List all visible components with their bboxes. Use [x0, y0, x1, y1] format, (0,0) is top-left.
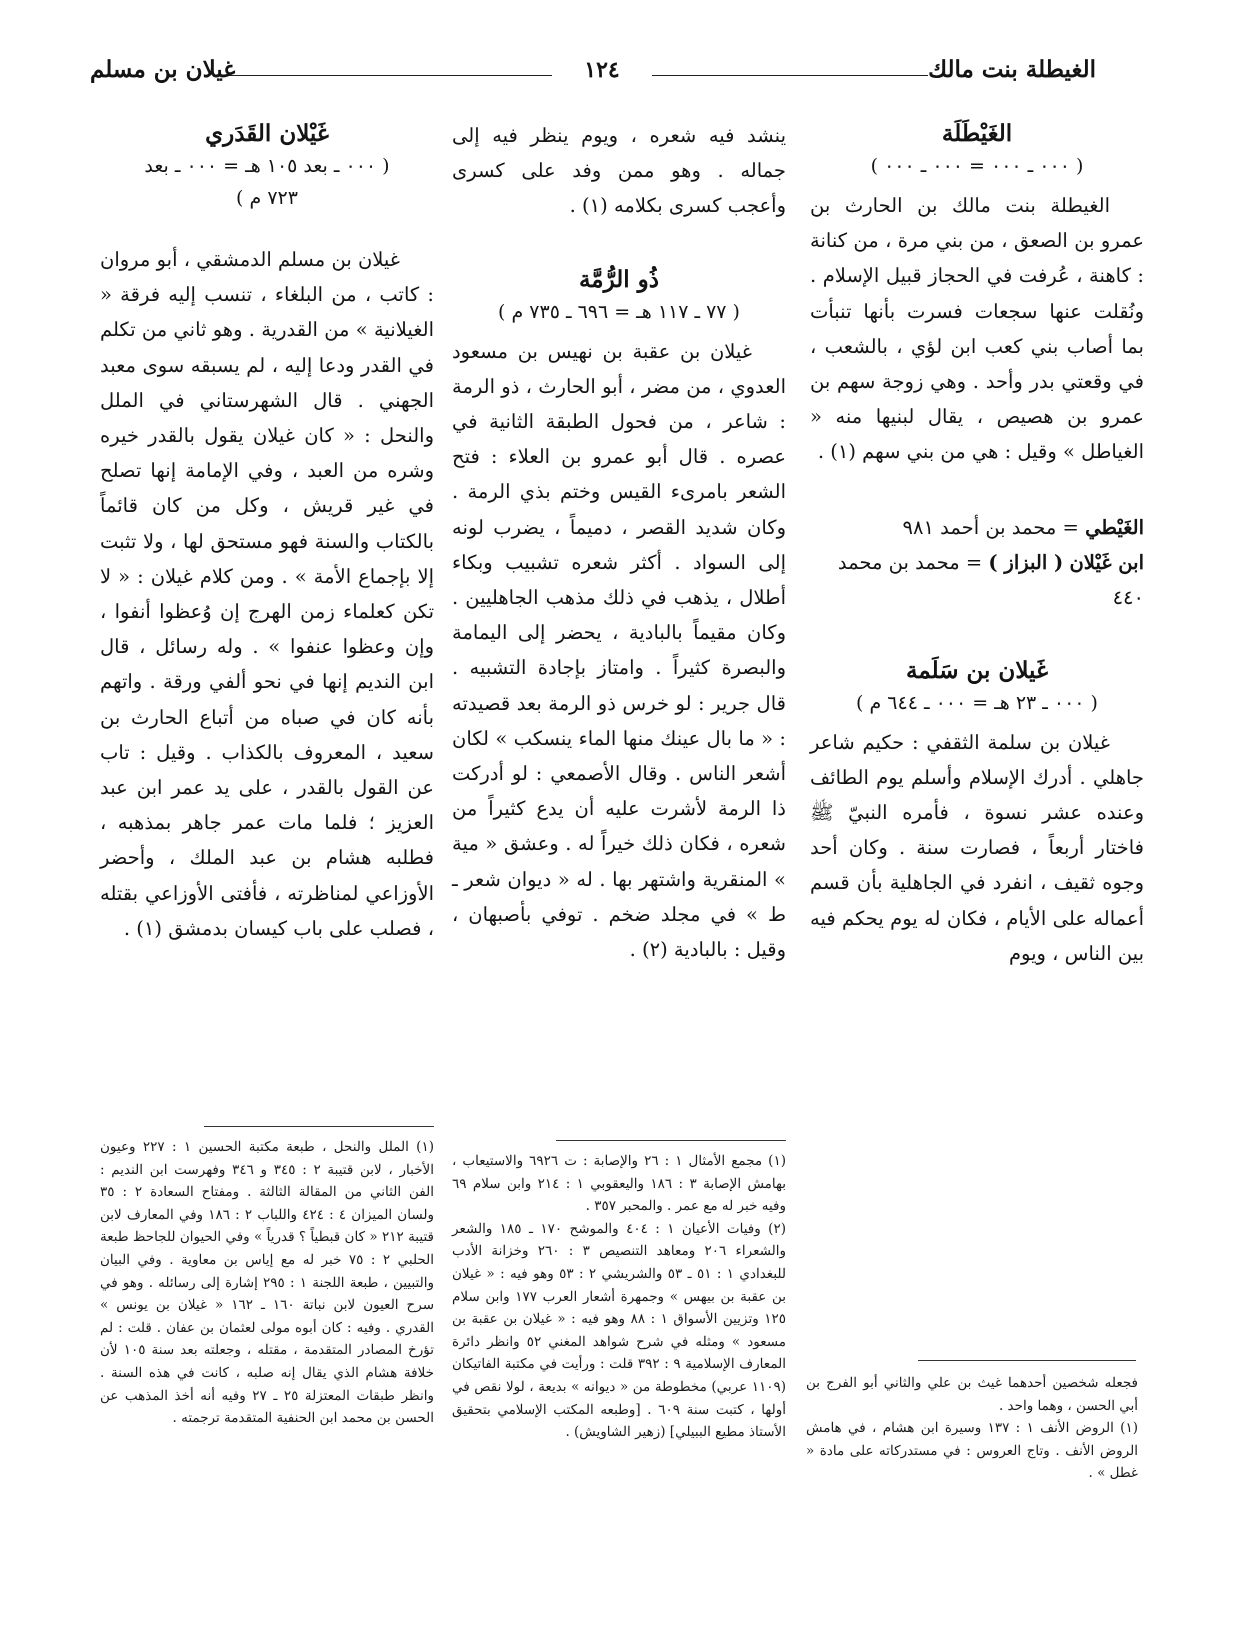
page-number: ١٢٤ [584, 57, 620, 83]
column-left [100, 118, 434, 946]
entry-text: الغيطلة بنت مالك بن الحارث بن عمرو بن الصعق ، من بني مرة ، من كنانة : كاهنة ، عُرفت في الحجاز قبيل الإسلام . ونُقلت عنها سجعات فسرت بأنها تنبأت بما أصاب بني كعب ابن لؤي ، بالشعب ، في وقعتي بدر وأحد . وهي زوجة سهم بن عمرو بن هصيص ، يقال لبنيها منه « الغياطل » وقيل : هي من بني سهم (١) . [810, 194, 1144, 464]
footnotes-middle [452, 1150, 786, 1444]
xref-qualifier: ( البزاز ) [988, 550, 1064, 574]
xref-target: = محمد بن محمد ٤٤٠ [837, 550, 1144, 609]
footnote: (٢) وفيات الأعيان ١ : ٤٠٤ والموشح ١٧٠ ـ ١٨٥ والشعر والشعراء ٢٠٦ ومعاهد التنصيص ٣ : ٢٦٠ وخزانة الأدب للبغدادي ١ : ٥١ ـ ٥٣ والشريشي ٢ : ٥٣ وهو فيه : « غيلان بن عقبة بن بيهس » وجمهرة أشعار العرب ١٧٧ وابن سلام ١٢٥ وتزيين الأسواق ١ : ٨٨ وهو فيه : « غيلان بن عقبة بن مسعود » ومثله في شرح شواهد المغني ٥٢ وانظر دائرة المعارف الإسلامية ٩ : ٣٩٢ قلت : ورأيت في مكتبة الفاتيكان (١١٠٩ عربي) مخطوطة من « ديوانه » بديعة ، لولا نقص في أولها ، كتبت سنة ٦٠٩ . [وطبعه المكتب الإسلامي بتحقيق الأستاذ مطيع الببيلي] (زهير الشاويش) . [452, 1220, 787, 1441]
entry-text-continued: ينشد فيه شعره ، ويوم ينظر فيه إلى جماله . وهو ممن وفد على كسرى وأعجب كسرى بكلامه (١) . [452, 124, 786, 218]
entry-dates-continued: ٧٢٣ م ) [236, 187, 298, 209]
entry-title: ذُو الرُّمَّة [578, 265, 660, 293]
footnote-rule [556, 1140, 786, 1141]
header-rule-right [652, 75, 928, 76]
footnote: فجعله شخصين أحدهما غيث بن علي والثاني أبو الفرج بن أبي الحسن ، وهما واحد . [806, 1375, 1138, 1414]
entry-dates: ( ٠٠٠ ـ ٠٠٠ = ٠٠٠ ـ ٠٠٠ ) [870, 155, 1084, 177]
footnote: (١) الروض الأنف ١ : ١٣٧ وسيرة ابن هشام ، في هامش الروض الأنف . وتاج العروس : في مستدركاته على مادة « غطل » . [806, 1420, 1138, 1482]
entry-text: غيلان بن مسلم الدمشقي ، أبو مروان : كاتب ، من البلغاء ، تنسب إليه فرقة « الغيلانية » من القدرية . وهو ثاني من تكلم في القدر ودعا إليه ، لم يسبقه سوى معبد الجهني . قال الشهرستاني في الملل والنحل : « كان غيلان يقول بالقدر خيره وشره من العبد ، وفي الإمامة إنها تصلح في غير قريش ، وكل من كان قائماً بالكتاب والسنة فهو مستحق لها ، ولا تثبت إلا بإجماع الأمة » . ومن كلام غيلان : « لا تكن كعلماء زمن الهرج إن وُعظوا أنفوا ، وإن وعظوا عنفوا » . وله رسائل ، قال ابن النديم إنها في نحو ألفي ورقة . واتهم بأنه كان في صباه من أتباع الحارث بن سعيد ، المعروف بالكذاب . وقيل : تاب عن القول بالقدر ، على يد عمر ابن عبد العزيز ؛ فلما مات عمر جاهر بمذهبه ، فطلبه هشام بن عبد الملك ، وأحضر الأوزاعي لمناظرته ، فأفتى الأوزاعي بقتله ، فصلب على باب كيسان بدمشق (١) . [100, 248, 434, 940]
footnotes-right [806, 1372, 1138, 1485]
entry-title: الغَيْطَلَة [941, 120, 1013, 147]
entry-dates: ( ٠٠٠ ـ ٢٣ هـ = ٠٠٠ ـ ٦٤٤ م ) [856, 691, 1098, 714]
running-header-right: الغيطلة بنت مالك [928, 56, 1096, 83]
running-header-left: غيلان بن مسلم [90, 56, 236, 83]
column-middle [452, 118, 786, 967]
footnote: (١) الملل والنحل ، طبعة مكتبة الحسين ١ : ٢٢٧ وعيون الأخبار ، لابن قتيبة ٢ : ٣٤٥ و ٣٤٦ وفهرست ابن النديم : الفن الثاني من المقالة الثالثة . ومفتاح السعادة ٢ : ٣٥ ولسان الميزان ٤ : ٤٢٤ واللباب ٢ : ١٨٦ وفي المعارف لابن قتيبة ٢١٢ « كان قبطياً ؟ قدرياً » وفي الحيوان للجاحظ طبعة الحلبي ٢ : ٧٥ خبر له مع إياس بن معاوية . وفي البيان والتبيين ، طبعة اللجنة ١ : ٢٩٥ إشارة إلى رسائله . وهو في سرح العيون لابن نباتة ١٦٠ ـ ١٦٢ « غيلان بن يونس » القدري . وفيه : كان أبوه مولى لعثمان بن عفان . قلت : لم تؤرخ المصادر المتقدمة ، مقتله ، وجعلته بعد سنة ١٠٥ لأن خلافة هشام الذي يقال إنه صلبه ، كانت في هذه السنة . وانظر طبقات المعتزلة ٢٥ ـ ٢٧ وفيه أنه أخذ المذهب عن الحسن بن محمد ابن الحنفية المتقدمة ترجمته . [100, 1139, 435, 1427]
entry-dates: ( ٧٧ ـ ١١٧ هـ = ٦٩٦ ـ ٧٣٥ م ) [498, 300, 740, 323]
entry-text: غيلان بن سلمة الثقفي : حكيم شاعر جاهلي . أدرك الإسلام وأسلم يوم الطائف وعنده عشر نسوة ، فأمره النبيّ ﷺ فاختار أربعاً ، فصارت سنة . وكان أحد وجوه ثقيف ، انفرد في الجاهلية بأن قسم أعماله على الأيام ، فكان له يوم يحكم فيه بين الناس ، ويوم [810, 730, 1144, 965]
cross-reference [810, 510, 1144, 545]
header-rule-left [226, 75, 552, 76]
xref-name: ابن غَيْلان [1069, 550, 1144, 574]
entry-title: غَيْلان القَدَري [205, 120, 329, 147]
xref-name: الغَيْطي [1085, 515, 1144, 539]
entry-title: غَيلان بن سَلَمة [905, 656, 1049, 684]
footnotes-left [100, 1136, 434, 1430]
cross-reference [810, 545, 1144, 615]
column-right [810, 118, 1144, 971]
footnote: (١) مجمع الأمثال ١ : ٢٦ والإصابة : ت ٦٩٢٦ والاستيعاب ، بهامش الإصابة ٣ : ١٨٦ واليعقوبي ١ : ٢١٤ وابن سلام ٦٩ وفيه خبر له مع عمر . والمحبر ٣٥٧ . [452, 1153, 786, 1215]
footnote-rule [204, 1126, 434, 1127]
xref-target: = محمد بن أحمد ٩٨١ [902, 515, 1079, 539]
entry-text: غيلان بن عقبة بن نهيس بن مسعود العدوي ، من مضر ، أبو الحارث ، ذو الرمة : شاعر ، من فحول الطبقة الثانية في عصره . قال أبو عمرو بن العلاء : فتح الشعر بامرىء القيس وختم بذي الرمة . وكان شديد القصر ، دميماً ، يضرب لونه إلى السواد . أكثر شعره تشبيب وبكاء أطلال ، يذهب في ذلك مذهب الجاهليين . وكان مقيماً بالبادية ، يحضر إلى اليمامة والبصرة كثيراً . وامتاز بإجادة التشبيه . قال جرير : لو خرس ذو الرمة بعد قصيدته : « ما بال عينك منها الماء ينسكب » لكان أشعر الناس . وقال الأصمعي : لو أدركت ذا الرمة لأشرت عليه أن يدع كثيراً من شعره ، فكان ذلك خيراً له . وعشق « مية » المنقرية واشتهر بها . له « ديوان شعر ـ ط » في مجلد ضخم . توفي بأصبهان ، وقيل : بالبادية (٢) . [452, 339, 786, 962]
entry-dates: ( ٠٠٠ ـ بعد ١٠٥ هـ = ٠٠٠ ـ بعد [144, 155, 390, 177]
footnote-rule [918, 1360, 1136, 1361]
